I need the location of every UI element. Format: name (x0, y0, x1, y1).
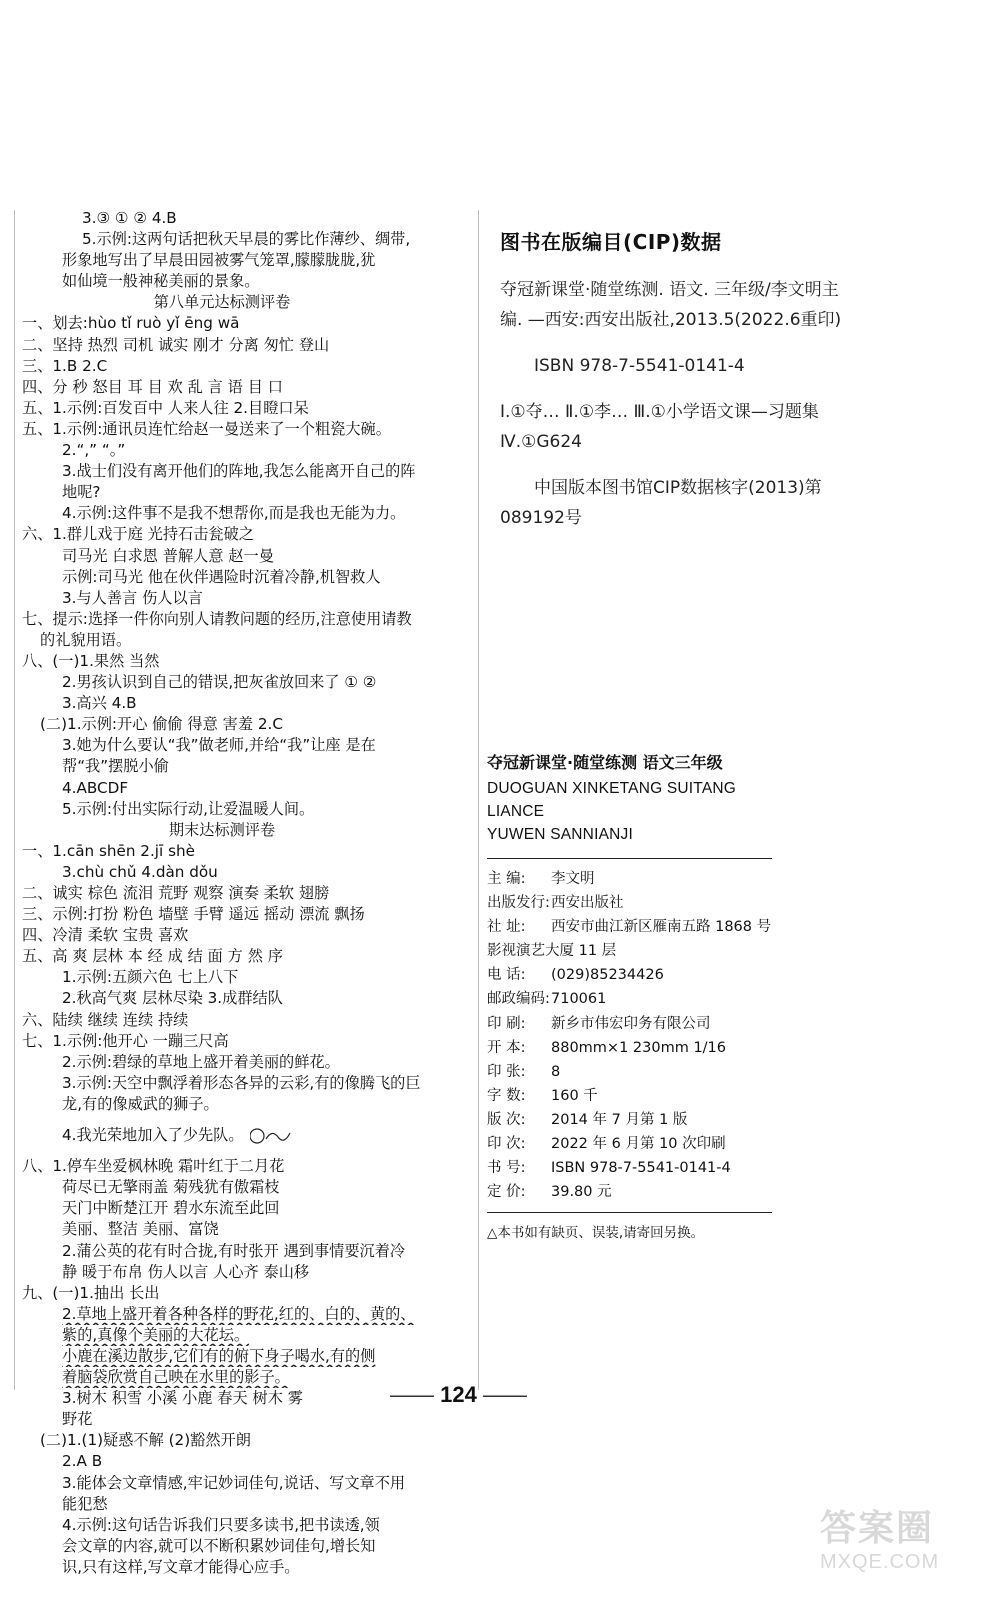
answer-text: 5.示例:付出实际行动,让爱温暖人间。 (62, 799, 315, 818)
answer-text: 3.她为什么要认“我”做老师,并给“我”让座 是在 (62, 736, 376, 755)
answer-line (22, 1241, 472, 1262)
answer-text: 3.③ ① ② 4.B (82, 209, 177, 227)
answer-text: 3.树木 积雪 小溪 小鹿 春天 树木 雾 (62, 1389, 303, 1408)
answer-line (22, 1409, 472, 1430)
colophon-row (487, 963, 787, 987)
answer-line (22, 1125, 472, 1146)
answer-line (22, 1146, 472, 1156)
answer-line (22, 1304, 472, 1325)
answer-text: 5.示例:这两句话把秋天早晨的雾比作薄纱、绸带, (82, 230, 411, 249)
answer-text: 八、1.停车坐爱枫林晚 霜叶红于二月花 (22, 1157, 285, 1176)
colophon-label: 邮政编码: (487, 991, 550, 1008)
answer-text: 的礼貌用语。 (40, 630, 132, 649)
answer-text: 2.示例:碧绿的草地上盛开着美丽的鲜花。 (62, 1052, 340, 1071)
colophon-label: 版 次: (487, 1111, 526, 1128)
answer-text: 三、1.B 2.C (22, 356, 108, 375)
answer-text: 1.示例:五颜六色 七上八下 (62, 968, 239, 987)
answer-text: 二、诚实 棕色 流泪 荒野 观察 演奏 柔软 翅膀 (22, 884, 330, 902)
answer-text: 龙,有的像威武的狮子。 (62, 1094, 219, 1113)
cip-paragraph: 中国版本图书馆CIP数据核字(2013)第089192号 (500, 478, 822, 528)
colophon-value: 2022 年 6 月第 10 次印刷 (551, 1136, 726, 1153)
answer-text: 能犯愁 (62, 1494, 108, 1513)
answer-line (22, 1115, 472, 1125)
answer-line (22, 1177, 472, 1198)
page-number-dash-left: —— (390, 1382, 441, 1407)
cip-paragraph: Ⅰ.①夺… Ⅱ.①李… Ⅲ.①小学语文课—习题集Ⅳ.①G624 (500, 402, 819, 452)
page-number (390, 1382, 527, 1408)
watermark-url: MXQE.COM (820, 1551, 940, 1573)
cip-body (500, 275, 860, 533)
answer-text: 荷尽已无擎雨盖 菊残犹有傲霜枝 (62, 1178, 280, 1197)
cip-paragraph: ISBN 978-7-5541-0141-4 (534, 356, 745, 376)
answer-text: 七、提示:选择一件你向别人请教问题的经历,注意使用请教 (22, 609, 412, 628)
answer-text: 识,只有这样,写文章才能得心应手。 (62, 1557, 300, 1576)
answer-line (22, 988, 472, 1009)
colophon-rule-top (487, 858, 772, 859)
answer-text: 四、分 秒 怒目 耳 目 欢 乱 言 语 目 口 (22, 377, 283, 396)
answer-text: 六、陆续 继续 连续 持续 (22, 1010, 189, 1029)
answer-line (22, 398, 472, 419)
answer-line (22, 546, 472, 567)
handwritten-mark-icon (250, 1127, 294, 1145)
colophon-label: 主 编: (487, 871, 526, 887)
answer-line (22, 778, 472, 799)
answer-line (22, 1052, 472, 1073)
answer-text: 地呢? (62, 483, 101, 502)
cip-title: 图书在版编目(CIP)数据 (500, 230, 722, 254)
answer-line (22, 609, 472, 630)
colophon-value: (029)85234426 (551, 967, 664, 984)
section-heading (22, 820, 472, 841)
answer-text: 3.高兴 4.B (62, 694, 137, 713)
answer-line (22, 1219, 472, 1240)
book-title-pinyin-2: YUWEN SANNIANJI (487, 826, 633, 843)
answer-line (22, 335, 472, 356)
book-title-cn: 夺冠新课堂·随堂练测 语文三年级 (487, 753, 723, 772)
answer-line (22, 271, 472, 292)
answer-text: 野花 (62, 1410, 93, 1429)
colophon-label: 字 数: (487, 1087, 526, 1104)
colophon-label: 书 号: (487, 1160, 526, 1177)
answer-text: 如仙境一般神秘美丽的景象。 (62, 272, 260, 291)
colophon-value: 影视演艺大厦 11 层 (487, 943, 617, 960)
answer-line (22, 482, 472, 503)
left-margin-rule (14, 210, 15, 1390)
colophon-row (487, 867, 787, 891)
answer-line (22, 1346, 472, 1367)
answer-line (22, 672, 472, 693)
colophon-label: 印 张: (487, 1063, 526, 1080)
answer-line (22, 588, 472, 609)
answer-text: 会文章的内容,就可以不断积累妙词佳句,增长知 (62, 1536, 376, 1555)
colophon-rule-bottom (487, 1212, 772, 1213)
answer-text: 四、冷清 柔软 宝贵 喜欢 (22, 926, 189, 945)
answer-text: 4.ABCDF (62, 778, 129, 797)
answer-text: (二)1.(1)疑惑不解 (2)豁然开朗 (40, 1431, 251, 1450)
answer-line (22, 208, 472, 229)
answer-text: 六、1.群儿戏于庭 光持石击瓮破之 (22, 525, 254, 544)
section-heading (22, 292, 472, 313)
answer-line (22, 1010, 472, 1031)
answer-line (22, 1031, 472, 1052)
answer-text: 形象地写出了早晨田园被雾气笼罩,朦朦胧胧,犹 (62, 251, 376, 270)
colophon-label: 开 本: (487, 1039, 526, 1056)
answer-line (22, 440, 472, 461)
answer-text: 3.示例:天空中飘浮着形态各异的云彩,有的像腾飞的巨 (62, 1073, 421, 1092)
page-number-value: 124 (440, 1382, 477, 1407)
colophon-value: 710061 (551, 991, 607, 1008)
answer-text: 2.“,” “。” (62, 441, 126, 460)
answer-line (22, 524, 472, 545)
answer-line (22, 799, 472, 820)
page-number-dash-right: —— (476, 1382, 527, 1407)
answer-text: 静 暖于布帛 伤人以言 人心齐 泰山移 (62, 1262, 310, 1281)
answer-line (22, 229, 472, 250)
answer-text: 着脑袋欣赏自己映在水里的影子。 (62, 1368, 290, 1387)
colophon-label: 印 次: (487, 1136, 526, 1153)
answer-line (22, 883, 472, 904)
answer-line (22, 1283, 472, 1304)
answer-line (22, 946, 472, 967)
colophon-value: 西安市曲江新区雁南五路 1868 号 (551, 919, 772, 936)
answer-line (22, 1494, 472, 1515)
colophon-value: 8 (551, 1063, 561, 1080)
answer-text: 三、示例:打扮 粉色 墙壁 手臂 遥远 摇动 漂流 飘扬 (22, 905, 365, 924)
answer-line (22, 862, 472, 883)
colophon-label: 社 址: (487, 919, 526, 936)
answer-line (22, 1536, 472, 1557)
answer-text: 八、(一)1.果然 当然 (22, 651, 160, 670)
answer-line (22, 841, 472, 862)
answer-text: 第八单元达标测评卷 (153, 293, 291, 312)
answer-text: 司马光 白求恩 普解人意 赵一曼 (62, 546, 274, 565)
answer-text: 帮“我”摆脱小偷 (62, 757, 169, 776)
colophon-value: 2014 年 7 月第 1 版 (551, 1111, 688, 1128)
colophon-label: 电 话: (487, 967, 526, 984)
colophon-row (487, 915, 787, 939)
answer-text: 紫的,真像个美丽的大花坛。 (62, 1325, 250, 1344)
answer-line (22, 630, 472, 651)
colophon-row (487, 1084, 787, 1108)
colophon-value: 880mm×1 230mm 1/16 (551, 1039, 727, 1056)
answer-text: 五、高 爽 层林 本 经 成 结 面 方 然 序 (22, 947, 283, 966)
answer-text: (二)1.示例:开心 偷偷 得意 害羞 2.C (40, 715, 283, 734)
answer-line (22, 1262, 472, 1283)
colophon-label: 出版发行: (487, 895, 550, 912)
colophon-row (487, 1132, 787, 1156)
answer-line (22, 461, 472, 482)
answer-text: 天门中断楚江开 碧水东流至此回 (62, 1199, 280, 1218)
answer-text: 2.A B (62, 1452, 103, 1471)
answer-line (22, 1557, 472, 1578)
answer-text: 美丽、整洁 美丽、富饶 (62, 1220, 219, 1239)
colophon-row (487, 1180, 787, 1204)
colophon-value: 李文明 (551, 871, 595, 887)
answer-line (22, 1156, 472, 1177)
answer-line (22, 925, 472, 946)
answer-line (22, 693, 472, 714)
colophon-value: 西安出版社 (551, 895, 624, 912)
answer-text: 七、1.示例:他开心 一蹦三尺高 (22, 1031, 229, 1050)
answer-line (22, 250, 472, 271)
colophon-row (487, 891, 787, 915)
answer-text: 一、1.cān shēn 2.jī shè (22, 841, 195, 860)
answer-line (22, 313, 472, 334)
colophon (487, 750, 787, 1241)
answer-line (22, 1198, 472, 1219)
answer-text: 3.能体会文章情感,牢记妙词佳句,说话、写文章不用 (62, 1473, 406, 1492)
answer-line (22, 1073, 472, 1094)
colophon-value: 160 千 (551, 1087, 598, 1104)
cip-paragraph: 夺冠新课堂·随堂练测. 语文. 三年级/李文明主编. —西安:西安出版社,2013.5(2022.6重印) (500, 280, 842, 330)
colophon-row (487, 1036, 787, 1060)
cip-section (500, 226, 860, 549)
answer-text: 五、1.示例:百发百中 人来人往 2.目瞪口呆 (22, 398, 309, 417)
colophon-row (487, 939, 787, 963)
colophon-value: 39.80 元 (551, 1184, 612, 1201)
answer-line (22, 1325, 472, 1346)
colophon-label: 印 刷: (487, 1015, 526, 1032)
watermark (820, 1500, 970, 1580)
colophon-value: 新乡市伟宏印务有限公司 (551, 1015, 711, 1032)
answer-line (22, 967, 472, 988)
answer-line (22, 1094, 472, 1115)
answer-text: 示例:司马光 他在伙伴遇险时沉着冷静,机智救人 (62, 567, 381, 586)
answer-line (22, 1473, 472, 1494)
answer-text: 2.蒲公英的花有时合拢,有时张开 遇到事情要沉着冷 (62, 1241, 406, 1260)
answer-key-column (22, 208, 472, 1578)
colophon-row (487, 1156, 787, 1180)
colophon-row (487, 1060, 787, 1084)
colophon-row (487, 1012, 787, 1036)
answer-line (22, 904, 472, 925)
answer-text: 2.秋高气爽 层林尽染 3.成群结队 (62, 989, 283, 1008)
colophon-note: △本书如有缺页、误装,请寄回另换。 (487, 1225, 705, 1242)
answer-text: 二、坚持 热烈 司机 诚实 刚才 分离 匆忙 登山 (22, 335, 330, 354)
answer-text: 3.与人善言 伤人以言 (62, 588, 203, 607)
answer-text: 小鹿在溪边散步,它们有的俯下身子喝水,有的侧 (62, 1346, 376, 1365)
answer-text: 九、(一)1.抽出 长出 (22, 1283, 160, 1302)
answer-text: 4.示例:这句话告诉我们只要多读书,把书读透,领 (62, 1515, 380, 1534)
answer-line (22, 735, 472, 756)
column-divider (478, 210, 479, 1390)
colophon-label: 定 价: (487, 1184, 526, 1201)
answer-text: 五、1.示例:通讯员连忙给赵一曼送来了一个粗瓷大碗。 (22, 419, 391, 438)
answer-line (22, 1515, 472, 1536)
answer-line (22, 714, 472, 735)
answer-text: 4.我光荣地加入了少先队。 (62, 1126, 244, 1145)
answer-line (22, 567, 472, 588)
answer-line (22, 419, 472, 440)
colophon-value: ISBN 978-7-5541-0141-4 (551, 1160, 731, 1177)
answer-line (22, 651, 472, 672)
answer-line (22, 756, 472, 777)
answer-line (22, 377, 472, 398)
answer-line (22, 356, 472, 377)
book-title-pinyin-1: DUOGUAN XINKETANG SUITANG LIANCE (487, 780, 737, 820)
answer-line (22, 1451, 472, 1472)
answer-text: 2.男孩认识到自己的错误,把灰雀放回来了 ① ② (62, 673, 377, 692)
colophon-row (487, 1108, 787, 1132)
answer-text: 2.草地上盛开着各种各样的野花,红的、白的、黄的、 (62, 1304, 416, 1323)
colophon-row (487, 987, 787, 1011)
answer-text: 4.示例:这件事不是我不想帮你,而是我也无能为力。 (62, 504, 406, 523)
colophon-details (487, 867, 787, 1204)
answer-text: 3.战士们没有离开他们的阵地,我怎么能离开自己的阵 (62, 462, 416, 481)
answer-line (22, 1430, 472, 1451)
answer-text: 3.chù chǔ 4.dàn dǒu (62, 862, 218, 881)
answer-text: 一、划去:hùo tǐ ruò yǐ ēng wā (22, 314, 240, 333)
answer-text: 期末达标测评卷 (168, 820, 276, 839)
watermark-glyphs: 答案圈 (820, 1508, 935, 1549)
answer-line (22, 503, 472, 524)
